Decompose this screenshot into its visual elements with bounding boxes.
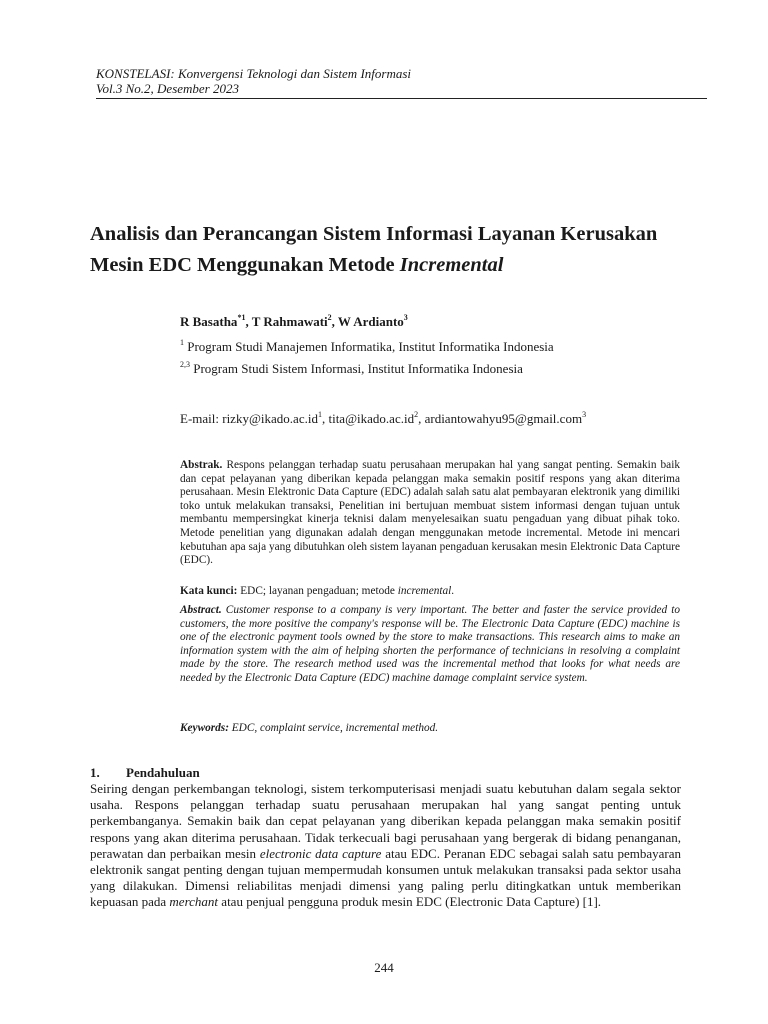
author-name: R Basatha: [180, 314, 238, 329]
email-sup: 1: [317, 409, 322, 419]
abstrak-paragraph: [180, 459, 680, 568]
journal-name: KONSTELASI: Konvergensi Teknologi dan Sistem Informasi: [96, 66, 412, 81]
section-heading: [90, 765, 200, 781]
affiliation-text: Program Studi Sistem Informasi, Institut Informatika Indonesia: [190, 361, 523, 376]
author-sup: *1: [237, 312, 246, 322]
author-name: , T Rahmawati: [245, 314, 328, 329]
email-part: E-mail: rizky@ikado.ac.id: [180, 411, 318, 426]
abstract-paragraph: [180, 604, 680, 686]
author-sup: 2: [327, 312, 332, 322]
body-italic: electronic data capture: [259, 845, 382, 861]
kata-kunci-end: .: [451, 585, 455, 597]
author-name: , W Ardianto: [331, 314, 404, 329]
keywords-label: Keywords:: [180, 722, 229, 734]
affiliation-text: Program Studi Manajemen Informatika, Institut Informatika Indonesia: [184, 339, 554, 354]
email-part: , tita@ikado.ac.id: [321, 411, 415, 426]
title-main: Analisis dan Perancangan Sistem Informasi Layanan Kerusakan Mesin EDC Menggunakan Metode: [90, 223, 658, 276]
body-paragraph: [90, 781, 681, 911]
email-sup: 3: [582, 409, 587, 419]
section-title: Pendahuluan: [126, 765, 200, 780]
journal-volume: Vol.3 No.2, Desember 2023: [96, 81, 239, 96]
email-sup: 2: [414, 409, 419, 419]
paper-title: [90, 219, 690, 281]
body-text: Seiring dengan perkembangan teknologi, sistem terkomputerisasi menjadi suatu kebutuhan dalam segala sektor usaha. Respons pelanggan terhadap suatu perusahaan merupakan hal yang sangat penting untuk perkembanganya. Semakin baik dan cepat pelayanan yang diberikan kepada pelanggan maka semakin positif respons yang akan diterima perusahaan. Tidak terkecuali bagi perusahaan yang bergerak di bidang penanganan, perawatan dan perbaikan mesin: [90, 781, 681, 861]
kata-kunci-text: EDC; layanan pengaduan; metode: [237, 585, 398, 597]
affiliation-sup: 2,3: [180, 359, 190, 369]
email-part: , ardiantowahyu95@gmail.com: [418, 411, 583, 426]
affiliation: [180, 361, 523, 377]
abstrak-text: Respons pelanggan terhadap suatu perusahaan merupakan hal yang sangat penting. Semakin baik dan cepat pelayanan yang diberikan kepada pelanggan maka semakin positif respons yang akan diterima perusahaan. Mesin Elektronic Data Capture (EDC) adalah salah satu alat pembayaran elektronik yang dimiliki toko untuk melakukan transaksi, Penelitian ini bertujuan membuat sistem informasi dengan tujuan untuk membantu mempersingkat kinerja teknisi dalam menyelesaikan suatu pengaduan yang dibuat pihak toko. Metode penelitian yang digunakan adalah dengan menggunakan metode incremental. Metode ini mencari kebutuhan apa saja yang dibutuhkan oleh sistem layanan pengaduan kerusakan mesin Elektronic Data Capture (EDC).: [180, 459, 680, 567]
section-number: 1.: [90, 765, 100, 780]
kata-kunci: [180, 585, 680, 599]
body-italic: merchant: [169, 894, 219, 910]
abstrak-label: Abstrak.: [180, 459, 223, 471]
affiliation-sup: 1: [180, 337, 184, 347]
keywords-text: EDC, complaint service, incremental method.: [228, 722, 439, 734]
page-number: 244: [374, 960, 394, 975]
affiliation: [180, 339, 554, 355]
body-text: atau EDC. Peranan EDC sebagai salah satu pembayaran elektronik sangat penting dengan tujuan mempermudah konsumen untuk melakukan transaksi pada sektor usaha yang dilakukan. Dimensi reliabilitas menjadi dimensi yang paling perlu ditingkatkan untuk memberikan kepuasan pada: [90, 845, 681, 910]
kata-kunci-italic: incremental: [397, 585, 452, 597]
author-sup: 3: [403, 312, 408, 322]
email-line: [180, 411, 586, 427]
body-text: atau penjual pengguna produk mesin EDC (Electronic Data Capture) [1].: [218, 894, 602, 910]
author-list: [180, 314, 408, 330]
abstract-label: Abstract.: [180, 604, 222, 616]
journal-header: [96, 66, 707, 99]
abstract-text: Customer response to a company is very important. The better and faster the service provided to customers, the more positive the company's response will be. The Electronic Data Capture (EDC) machine is one of the electronic payment tools owned by the store to make transactions. This research aims to make an information system with the aim of helping shorten the performance of technicians in resolving a complaint made by the store. The research method used was the incremental method that looks for what needs are needed by the Electronic Data Capture (EDC) machine damage complaint service system.: [180, 604, 680, 684]
keywords: [180, 722, 680, 736]
kata-kunci-label: Kata kunci:: [180, 585, 238, 597]
title-italic: Incremental: [399, 254, 504, 276]
